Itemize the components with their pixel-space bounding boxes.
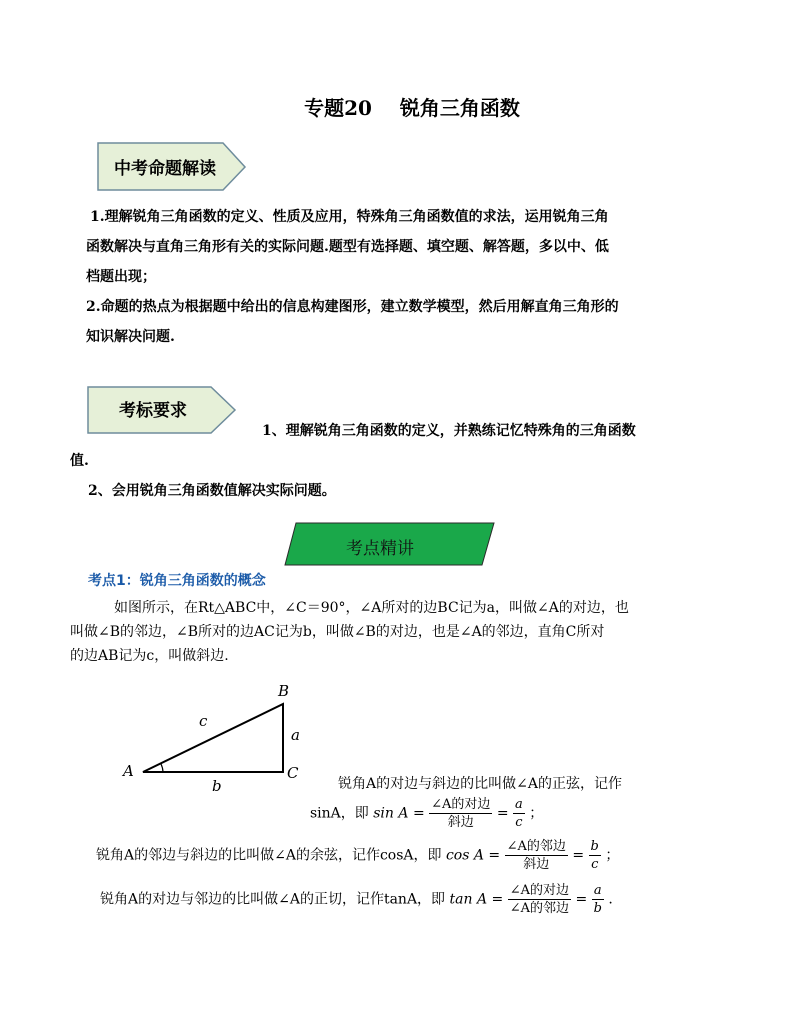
banner-label: 中考命题解读 [114,159,216,179]
right-triangle-diagram [115,680,315,800]
denominator: c [515,815,523,830]
fraction [429,796,492,831]
punctuation: ； [529,805,544,822]
formula-lhs: tan A = [449,891,504,908]
equals-sign: = [496,805,509,822]
concept-line-1: 如图所示，在Rt△ABC中，∠C＝90°，∠A所对的边BC记为a，叫做∠A的对边，也 [114,600,629,616]
vertex-label-b: B [278,682,290,700]
banner-key-points [284,522,496,566]
formula-prefix: 锐角A的邻边与斜边的比叫做∠A的余弦，记作cosA，即 [96,847,442,864]
banner-label: 考标要求 [119,401,187,421]
numerator: ∠A的对边 [509,883,569,898]
punctuation: . [608,891,613,908]
page-title [0,92,794,121]
numerator: ∠A的对边 [431,797,491,812]
title-topic-name: 锐角三角函数 [399,96,520,120]
sine-formula [310,796,543,831]
interpretation-paragraph-1-cont [86,232,609,292]
fraction [505,838,568,873]
denominator: c [591,857,599,872]
fraction [589,838,601,873]
vertex-label-a: A [123,762,134,780]
text-line: 档题出现； [86,269,156,285]
side-label-c: c [199,712,208,730]
requirement-1-cont: 值. [70,453,89,469]
numerator: a [515,797,523,812]
cosine-formula [96,838,619,873]
denominator: 斜边 [523,857,550,872]
numerator: a [592,882,604,900]
text-line: 1.理解锐角三角函数的定义、性质及应用，特殊角三角函数值的求法，运用锐角三角 [90,209,609,225]
title-topic-number: 专题20 [304,96,372,120]
formula-lhs: cos A = [445,847,501,864]
interpretation-paragraph-1 [90,202,609,232]
side-label-a: a [291,726,300,744]
fraction [513,796,525,831]
formula-prefix: sinA，即 [310,805,369,822]
side-label-b: b [212,777,222,795]
requirement-2: 2、会用锐角三角函数值解决实际问题。 [88,483,336,499]
banner-label: 考点精讲 [346,539,414,559]
interpretation-paragraph-2 [86,292,619,352]
requirement-1: 1、理解锐角三角函数的定义，并熟练记忆特殊角的三角函数 [262,423,636,439]
punctuation: ； [605,847,620,864]
denominator: 斜边 [447,815,474,830]
sine-definition-text: 锐角A的对边与斜边的比叫做∠A的正弦，记作 [338,776,622,792]
concept-line-2: 叫做∠B的邻边，∠B所对的边AC记为b，叫做∠B的对边，也是∠A的邻边，直角C所对 [70,624,605,640]
denominator: b [593,901,602,916]
equals-sign: = [575,891,588,908]
numerator: ∠A的邻边 [506,839,566,854]
formula-lhs: sin A = [373,805,425,822]
section-heading: 考点1：锐角三角函数的概念 [88,573,266,589]
vertex-label-c: C [287,764,299,782]
banner-exam-interpretation [97,142,247,192]
text-line: 2.命题的热点为根据题中给出的信息构建图形，建立数学模型，然后用解直角三角形的 [86,299,619,315]
concept-line-3: 的边AB记为c，叫做斜边. [70,648,229,664]
text-line: 知识解决问题. [86,329,175,345]
fraction [508,882,571,917]
fraction [592,882,604,917]
numerator: b [590,839,599,854]
formula-prefix: 锐角A的对边与邻边的比叫做∠A的正切，记作tanA，即 [100,891,446,908]
text-line: 函数解决与直角三角形有关的实际问题.题型有选择题、填空题、解答题，多以中、低 [86,239,609,255]
denominator: ∠A的邻边 [509,901,569,916]
banner-standards [87,386,237,436]
equals-sign: = [572,847,585,864]
tangent-formula [100,882,613,917]
